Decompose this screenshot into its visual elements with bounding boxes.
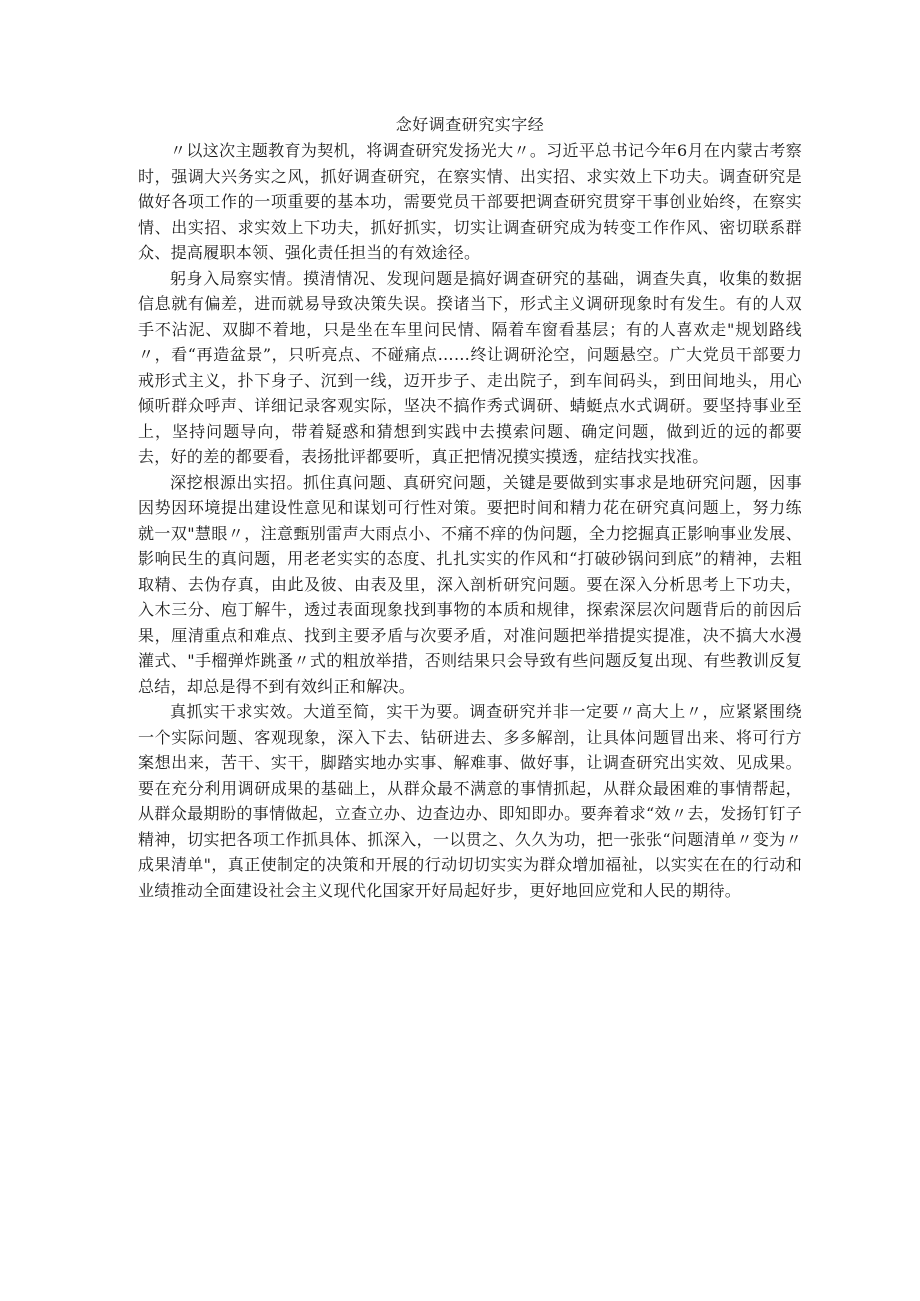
paragraph-intro: 〃以这次主题教育为契机，将调查研究发扬光大〃。习近平总书记今年6月在内蒙古考察时，强调大兴务实之风，抓好调查研究，在察实情、出实招、求实效上下功夫。调查研究是做好各项工作的一项重要的基本功，需要党员干部要把调查研究贯穿干事创业始终，在察实情、出实招、求实效上下功夫，抓好抓实，切实让调查研究成为转变工作作风、密切联系群众、提高履职本领、强化责任担当的有效途径。 <box>138 141 802 262</box>
paragraph-practical-results: 真抓实干求实效。大道至简，实干为要。调查研究并非一定要〃高大上〃，应紧紧围绕一个实际问题、客观现象，深入下去、钻研进去、多多解剖，让具体问题冒出来、将可行方案想出来，苦干、实干，脚踏实地办实事、解难事、做好事，让调查研究出实效、见成果。要在充分利用调研成果的基础上，从群众最不满意的事情抓起，从群众最困难的事情帮起，从群众最期盼的事情做起，立查立办、边查边办、即知即办。要奔着求“效〃去，发扬钉钉子精神，切实把各项工作抓具体、抓深入，一以贯之、久久为功，把一张张“问题清单〃变为〃成果清单"，真正使制定的决策和开展的行动切切实实为群众增加福祉，以实实在在的行动和业绩推动全面建设社会主义现代化国家开好局起好步，更好地回应党和人民的期待。 <box>138 702 802 900</box>
paragraph-practical-measures: 深挖根源出实招。抓住真问题、真研究问题，关键是要做到实事求是地研究问题，因事因势因环境提出建设性意见和谋划可行性对策。要把时间和精力花在研究真问题上，努力练就一双"慧眼〃，注意甄别雷声大雨点小、不痛不痒的伪问题，全力挖掘真正影响事业发展、影响民生的真问题，用老老实实的态度、扎扎实实的作风和“打破砂锅问到底”的精神，去粗取精、去伪存真，由此及彼、由表及里，深入剖析研究问题。要在深入分析思考上下功夫，入木三分、庖丁解牛，透过表面现象找到事物的本质和规律，探索深层次问题背后的前因后果，厘清重点和难点、找到主要矛盾与次要矛盾，对准问题把举措提实提准，决不搞大水漫灌式、"手榴弹炸跳蚤〃式的粗放举措，否则结果只会导致有些问题反复出现、有些教训反复总结，却总是得不到有效纠正和解决。 <box>138 472 802 696</box>
paragraph-investigate-facts: 躬身入局察实情。摸清情况、发现问题是搞好调查研究的基础，调查失真，收集的数据信息就有偏差，进而就易导致决策失误。揆诸当下，形式主义调研现象时有发生。有的人双手不沾泥、双脚不着地，只是坐在车里问民情、隔着车窗看基层；有的人喜欢走"规划路线〃，看“再造盆景”，只听亮点、不碰痛点……终让调研沦空，问题悬空。广大党员干部要力戒形式主义，扑下身子、沉到一线，迈开步子、走出院子，到车间码头，到田间地头，用心倾听群众呼声、详细记录客观实际，坚决不搞作秀式调研、蜻蜓点水式调研。要坚持事业至上，坚持问题导向，带着疑惑和猜想到实践中去摸索问题、确定问题，做到近的远的都要去，好的差的都要看，表扬批评都要听，真正把情况摸实摸透，症结找实找准。 <box>138 268 802 466</box>
document-page <box>138 112 802 903</box>
document-title: 念好调查研究实字经 <box>395 115 545 134</box>
